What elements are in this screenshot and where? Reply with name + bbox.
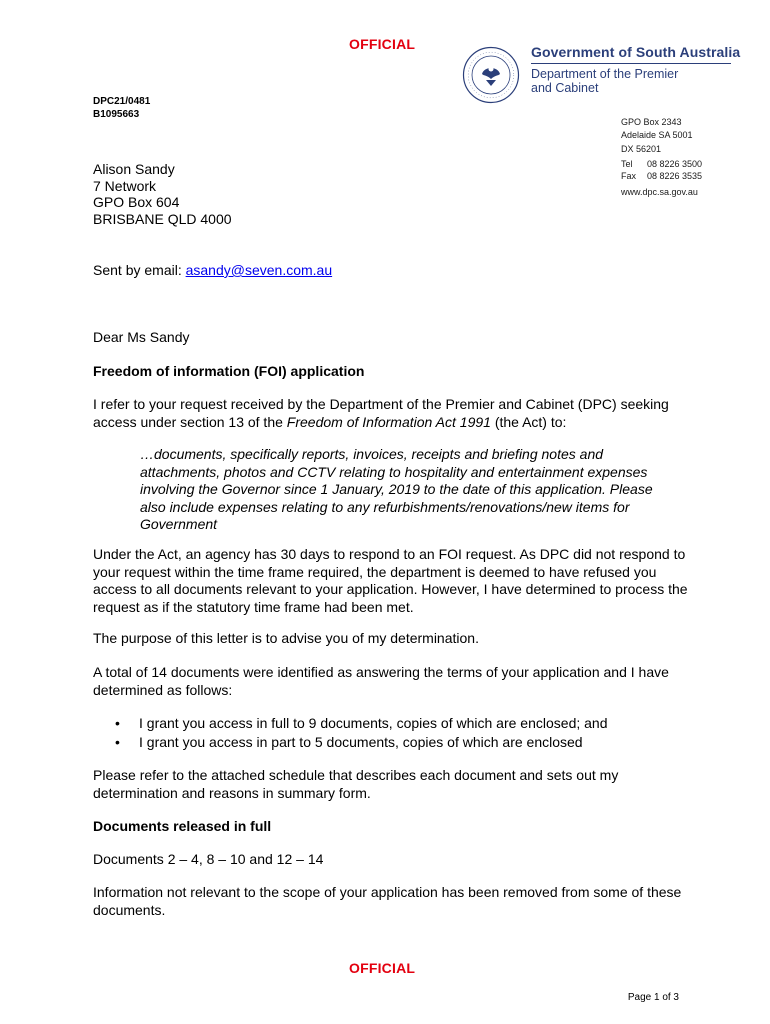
schedule-paragraph: Please refer to the attached schedule that describes each document and sets out my determination and reasons in summary form. bbox=[93, 767, 619, 801]
classification-footer: OFFICIAL bbox=[349, 960, 416, 976]
act-title: Freedom of Information Act 1991 bbox=[286, 413, 491, 430]
released-heading: Documents released in full bbox=[93, 818, 272, 834]
classification-header: OFFICIAL bbox=[349, 36, 416, 52]
timeframe-paragraph: Under the Act, an agency has 30 days to respond to an FOI request. As DPC did not respond to your request within the time frame required, the department is deemed to have refused you access to all documents relevant to your application. However, I have determined to process the request as if the statutory time frame had been met. bbox=[93, 546, 688, 615]
department-line-2: and Cabinet bbox=[531, 81, 599, 95]
reference-dpc: DPC21/0481 bbox=[93, 96, 151, 107]
reference-b: B1095663 bbox=[93, 109, 140, 120]
list-item: • I grant you access in full to 9 documents, copies of which are enclosed; and bbox=[115, 715, 608, 731]
government-logo-title bbox=[531, 44, 740, 60]
email-prefix: Sent by email: bbox=[93, 262, 186, 278]
recipient-email-link[interactable]: asandy@seven.com.au bbox=[185, 262, 333, 278]
recipient-address bbox=[93, 161, 232, 227]
intro-paragraph: I refer to your request received by the Department of the Premier and Cabinet (DPC) seeking access under section 13 of the Freedom of Information Act 1991 (the Act) to: bbox=[93, 396, 669, 430]
address-box: GPO Box 2343 bbox=[621, 117, 682, 127]
address-fax: Fax 08 8226 3535 bbox=[621, 171, 703, 181]
sa-government-seal-icon bbox=[462, 46, 520, 104]
recipient-organisation: 7 Network bbox=[93, 177, 157, 194]
department-name bbox=[531, 67, 678, 95]
email-line bbox=[93, 262, 693, 280]
recipient-po-box: GPO Box 604 bbox=[93, 194, 180, 210]
recipient-name: Alison Sandy bbox=[93, 161, 175, 177]
request-quote: …documents, specifically reports, invoices, receipts and briefing notes and attachments, photos and CCTV relating to hospitality and entertainment expenses involving the Governor since 1 January, 2019 to the date of this application. Please also include expenses relating to any refurbishments/renovations/new items for Government bbox=[140, 446, 653, 532]
address-dx: DX 56201 bbox=[621, 144, 662, 154]
address-website: www.dpc.sa.gov.au bbox=[621, 186, 698, 197]
not-relevant-paragraph: Information not relevant to the scope of your application has been removed from some of these documents. bbox=[93, 884, 682, 918]
purpose-paragraph: The purpose of this letter is to advise you of my determination. bbox=[93, 630, 479, 646]
reference-numbers bbox=[93, 95, 150, 121]
logo-divider bbox=[531, 63, 731, 64]
page-number: Page 1 of 3 bbox=[627, 992, 679, 1003]
address-city: Adelaide SA 5001 bbox=[621, 129, 693, 140]
subject-heading: Freedom of information (FOI) application bbox=[93, 363, 365, 379]
salutation: Dear Ms Sandy bbox=[93, 329, 190, 345]
total-paragraph: A total of 14 documents were identified as answering the terms of your application and I have determined as follows: bbox=[93, 664, 669, 698]
government-name: Government of South Australia bbox=[531, 44, 741, 60]
department-address bbox=[621, 116, 702, 198]
documents-list: Documents 2 – 4, 8 – 10 and 12 – 14 bbox=[93, 851, 324, 867]
recipient-city: BRISBANE QLD 4000 bbox=[93, 210, 232, 227]
list-item: • I grant you access in part to 5 documents, copies of which are enclosed bbox=[115, 734, 583, 750]
department-line-1: Department of the Premier bbox=[531, 67, 679, 81]
determination-list bbox=[93, 714, 608, 752]
address-tel: Tel 08 8226 3500 bbox=[621, 158, 703, 169]
